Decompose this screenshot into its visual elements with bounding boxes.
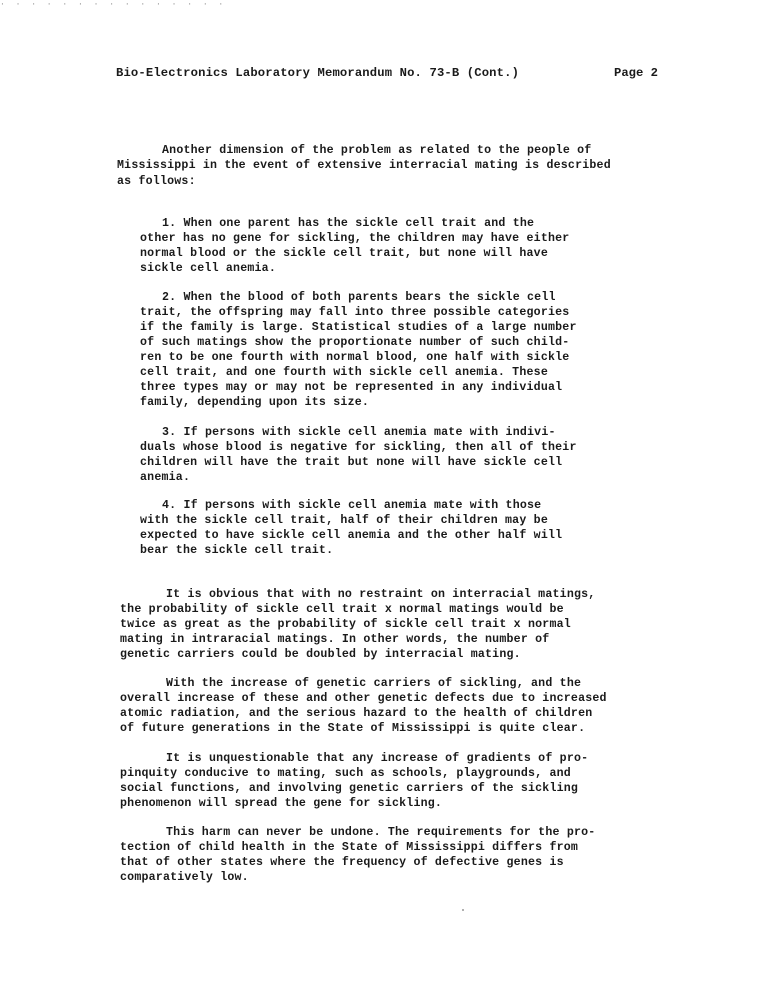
list-item-line: expected to have sickle cell anemia and the other half will [140, 529, 563, 542]
list-item-line: cell trait, and one fourth with sickle cell anemia. These [140, 366, 548, 379]
intro-line: as follows: [117, 175, 196, 188]
scan-edge-dots: · · · · · · · · · · · · · · · [0, 0, 227, 9]
list-item-line: sickle cell anemia. [140, 262, 276, 275]
intro-line: Another dimension of the problem as related to the people of [162, 144, 592, 157]
paragraph-line: pinquity conducive to mating, such as schools, playgrounds, and [120, 767, 571, 780]
paragraph-line: that of other states where the frequency of defective genes is [120, 856, 564, 869]
paragraph-line: social functions, and involving genetic carriers of the sickling [120, 782, 579, 795]
paragraph-line: tection of child health in the State of Mississippi differs from [120, 841, 579, 854]
list-item-line: of such matings show the proportionate number of such child- [140, 336, 570, 349]
list-item-line: family, depending upon its size. [140, 396, 370, 409]
intro-line: Mississippi in the event of extensive interracial mating is described [117, 159, 611, 172]
list-item-line: normal blood or the sickle cell trait, but none will have [140, 247, 548, 260]
paragraph-line: atomic radiation, and the serious hazard to the health of children [120, 707, 593, 720]
paragraph-line: overall increase of these and other genetic defects due to increased [120, 692, 607, 705]
paragraph-line: twice as great as the probability of sickle cell trait x normal [120, 618, 571, 631]
scan-speck [462, 909, 464, 911]
paragraph-line: It is unquestionable that any increase of gradients of pro- [166, 752, 589, 765]
list-item-line: other has no gene for sickling, the children may have either [140, 232, 570, 245]
paragraph-line: This harm can never be undone. The requirements for the pro- [166, 826, 596, 839]
list-item-line: anemia. [140, 471, 191, 484]
list-item-line: duals whose blood is negative for sickling, then all of their [140, 441, 577, 454]
paragraph-line: of future generations in the State of Mississippi is quite clear. [120, 722, 586, 735]
list-item-line: with the sickle cell trait, half of their children may be [140, 514, 548, 527]
paragraph-line: It is obvious that with no restraint on interracial matings, [166, 588, 596, 601]
paragraph-line: the probability of sickle cell trait x normal matings would be [120, 603, 564, 616]
list-item-line: ren to be one fourth with normal blood, one half with sickle [140, 351, 570, 364]
list-item-line: trait, the offspring may fall into three possible categories [140, 306, 570, 319]
paragraph-line: phenomenon will spread the gene for sickling. [120, 797, 443, 810]
list-item-line: bear the sickle cell trait. [140, 544, 334, 557]
list-item-line: children will have the trait but none will have sickle cell [140, 456, 563, 469]
list-item-line: 3. If persons with sickle cell anemia mate with indivi- [162, 426, 556, 439]
list-item-line: 1. When one parent has the sickle cell trait and the [162, 217, 535, 230]
paragraph-line: mating in intraracial matings. In other words, the number of [120, 633, 550, 646]
paragraph-line: With the increase of genetic carriers of sickling, and the [166, 677, 582, 690]
paragraph-line: genetic carriers could be doubled by interracial mating. [120, 648, 521, 661]
list-item-line: if the family is large. Statistical studies of a large number [140, 321, 577, 334]
paragraph-line: comparatively low. [120, 871, 249, 884]
memo-header-title: Bio-Electronics Laboratory Memorandum No. 73-B (Cont.) [116, 66, 520, 80]
page-number: Page 2 [614, 66, 658, 80]
list-item-line: 2. When the blood of both parents bears the sickle cell [162, 291, 556, 304]
list-item-line: 4. If persons with sickle cell anemia mate with those [162, 499, 542, 512]
list-item-line: three types may or may not be represented in any individual [140, 381, 563, 394]
